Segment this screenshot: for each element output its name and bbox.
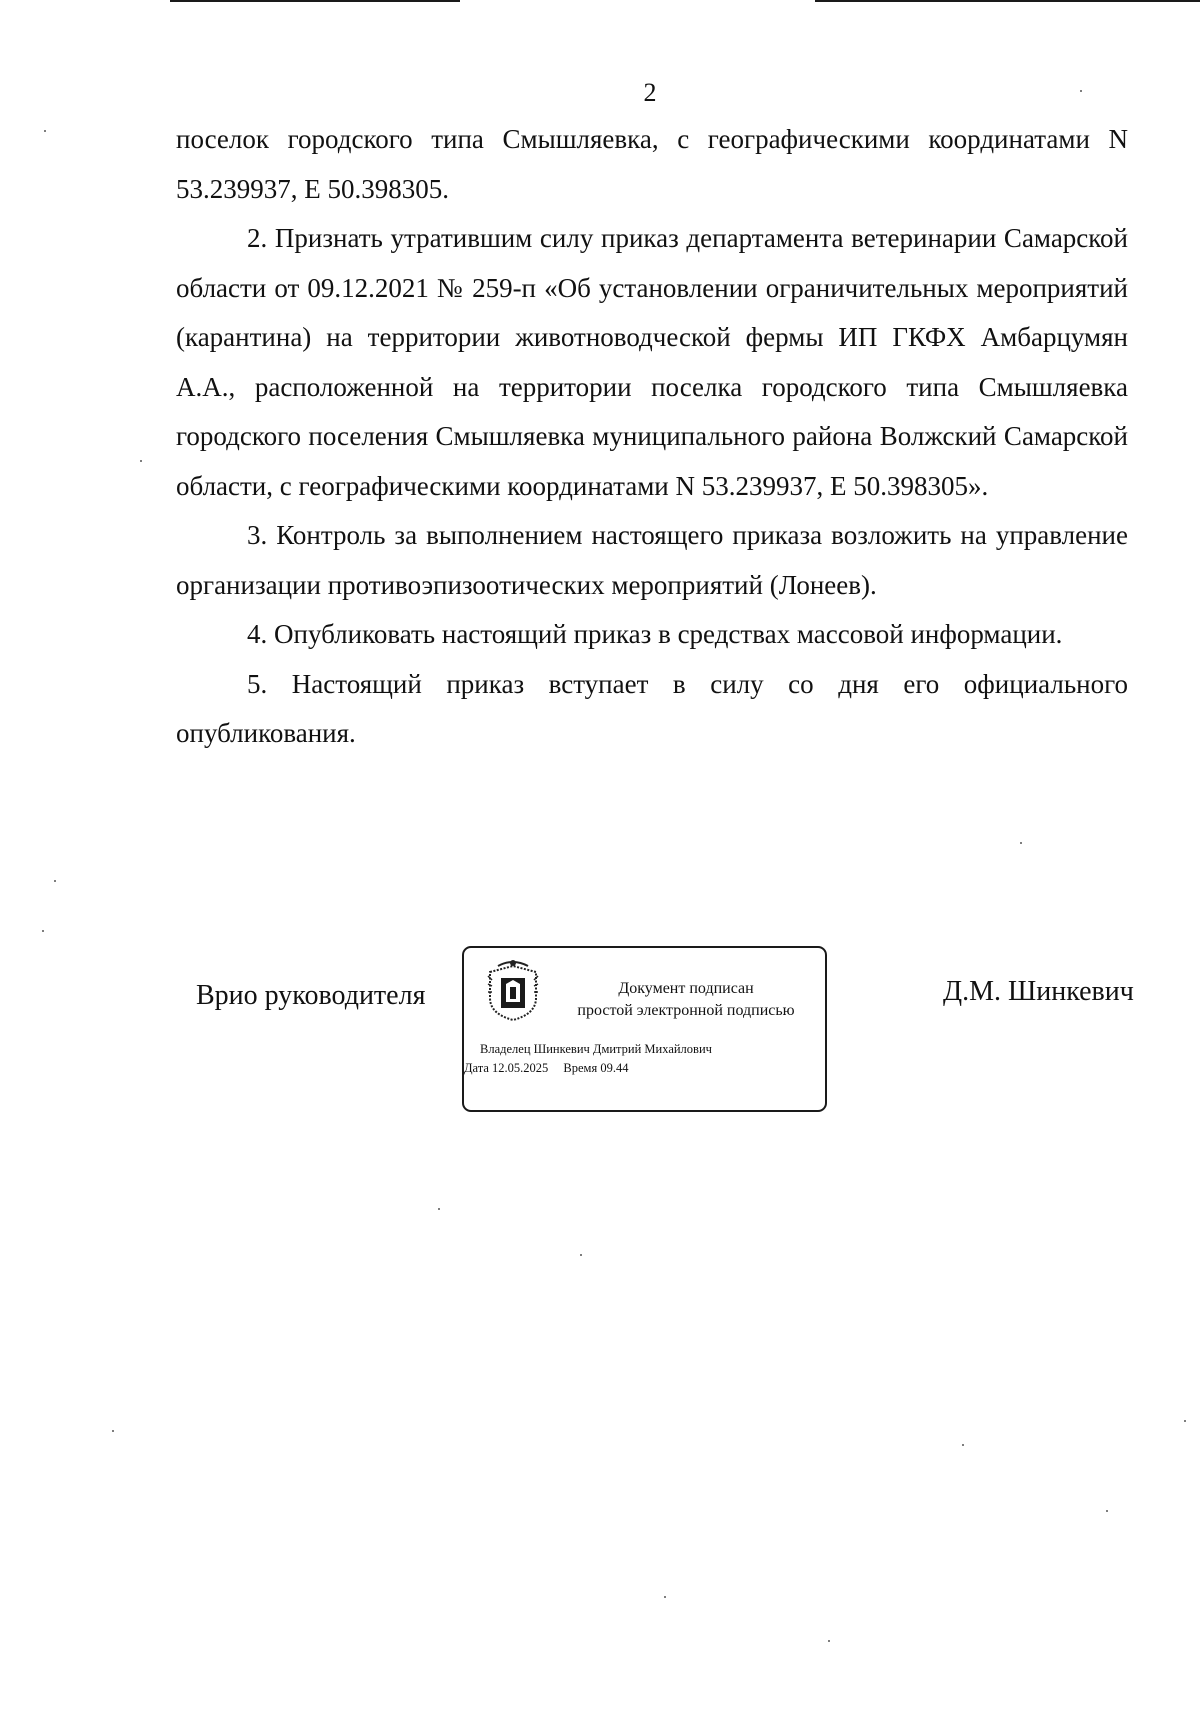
scan-speck — [828, 1640, 830, 1642]
coat-of-arms-icon — [484, 958, 542, 1022]
scan-speck — [664, 1596, 666, 1598]
top-edge-gap — [460, 0, 815, 2]
scan-speck — [1106, 1510, 1108, 1512]
paragraph-item-4: 4. Опубликовать настоящий приказ в средствах массовой информации. — [247, 619, 1063, 649]
signatory-name: Д.М. Шинкевич — [943, 976, 1134, 1007]
document-body — [176, 115, 1128, 759]
paragraph-item-3: 3. Контроль за выполнением настоящего приказа возложить на управление организации противоэпизоотических мероприятий (Лонеев). — [176, 520, 1128, 600]
scan-speck — [54, 880, 56, 882]
scan-speck — [580, 1254, 582, 1256]
signatory-role: Врио руководителя — [196, 980, 426, 1011]
stamp-time: Время 09.44 — [563, 1061, 629, 1075]
scan-speck — [44, 130, 46, 132]
scan-speck — [1184, 1420, 1186, 1422]
scan-speck — [1020, 842, 1022, 844]
stamp-title-line1: Документ подписан — [618, 980, 754, 997]
paragraph-continuation: поселок городского типа Смышляевка, с географическими координатами N 53.239937, Е 50.398305. — [176, 124, 1128, 204]
scan-speck — [112, 1430, 114, 1432]
stamp-date: Дата 12.05.2025 — [464, 1061, 549, 1075]
stamp-title-line2: простой электронной подписью — [577, 1002, 795, 1019]
paragraph-item-2: 2. Признать утратившим силу приказ департамента ветеринарии Самарской области от 09.12.2021 № 259-п «Об установлении ограничительных мероприятий (карантина) на территории животноводческой фермы ИП ГКФХ Амбарцумян А.А., расположенной на территории поселка городского типа Смышляевка городского поселения Смышляевка муниципального района Волжский Самарской области, с географическими координатами N 53.239937, Е 50.398305». — [176, 223, 1128, 501]
page-number: 2 — [643, 78, 657, 107]
stamp-owner: Владелец Шинкевич Дмитрий Михайлович — [480, 1042, 712, 1056]
scan-speck — [438, 1208, 440, 1210]
stamp-title — [546, 978, 826, 1022]
scan-speck — [1080, 90, 1082, 92]
scan-speck — [42, 930, 44, 932]
scan-speck — [140, 460, 142, 462]
scan-speck — [962, 1444, 964, 1446]
stamp-datetime — [464, 1061, 628, 1076]
paragraph-item-5: 5. Настоящий приказ вступает в силу со дня его официального опубликования. — [176, 668, 1128, 748]
electronic-signature-stamp — [462, 946, 827, 1112]
